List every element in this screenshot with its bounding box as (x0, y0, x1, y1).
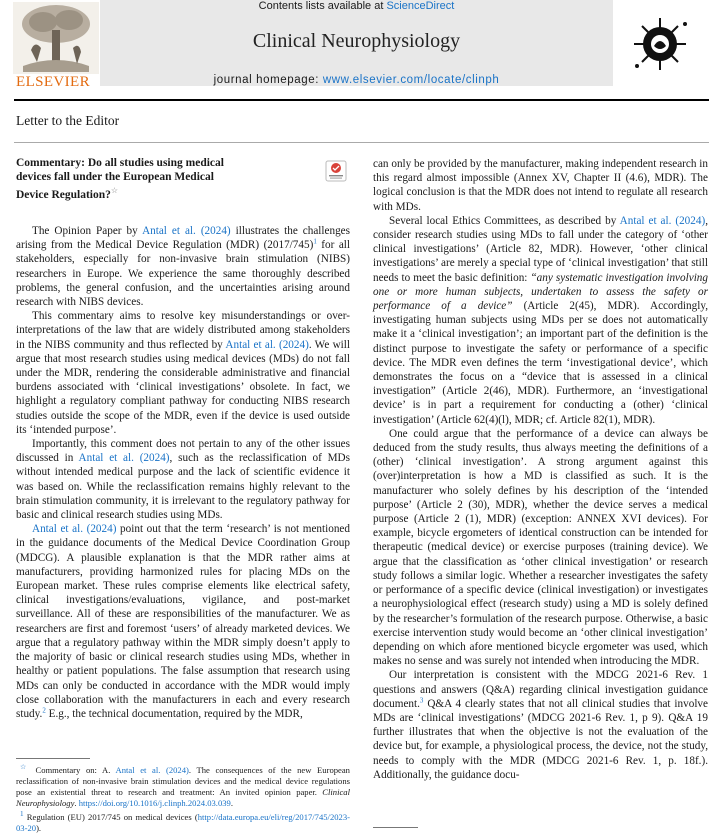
footnote-marker[interactable]: 1 (20, 809, 24, 818)
journal-title: Clinical Neurophysiology (252, 30, 461, 52)
text-run: The Opinion Paper by (32, 225, 143, 237)
body-paragraph (373, 214, 708, 427)
text-run: can only be provided by the manufacturer, making independent research in this regard almost impossible (Annex XV, Chapter II (4.6), MDR). The logical conclusion is that the MDR does not intend to regulate all research with MDs. (373, 158, 708, 213)
text-run: for all stakeholders, especially for non-invasive brain stimulation (NIBS) researchers in Europe. We experience the same thoroughly described problems, the general confusion, and the uncertainties arising around research with NIBS devices. (16, 239, 350, 309)
text-run: Importantly, this comment does not pertain to any of the other issues discussed in (16, 438, 350, 465)
footnote-marker[interactable]: 1 (313, 237, 317, 246)
check-for-updates-icon[interactable] (325, 160, 347, 182)
journal-cover-image (623, 4, 707, 86)
text-run: Regulation (EU) 2017/745 on medical devices ( (23, 811, 198, 822)
elsevier-tree-logo (13, 2, 99, 74)
right-column-body (373, 157, 708, 782)
reference-link[interactable]: http://data.europa.eu/eli/reg/2017/745/2023-03-20 (16, 811, 350, 833)
body-paragraph (16, 309, 350, 437)
reference-link[interactable]: Antal et al. (2024) (619, 214, 706, 227)
body-paragraph (16, 522, 350, 721)
footnote (16, 762, 350, 809)
journal-homepage-line (100, 73, 613, 87)
body-paragraph (373, 427, 708, 668)
elsevier-wordmark: ELSEVIER (16, 74, 91, 90)
text-run: E.g., the technical documentation, required by the MDR, (45, 707, 303, 720)
text-run: illustrates the challenges arising from the Medical Device Regulation (MDR) (2017/745) (16, 225, 350, 252)
text-run: This commentary aims to resolve key misunderstandings or over-interpretations of the law that are widely distributed among stakeholders in the NIBS community and thus reflected by (16, 310, 350, 351)
text-run: Several local Ethics Committees, as described by (389, 214, 620, 227)
text-run: , such as the reclassification of MDs without intended medical purpose and the lack of scientific evidence it was based on. While the reclassification remains highly relevant to the brain stimulation community, it is irrelevant to the regulatory pathway for basic and clinical research studies using MDs. (16, 452, 350, 522)
reference-link[interactable]: Antal et al. (2024) (142, 225, 231, 237)
body-paragraph (373, 668, 708, 782)
text-run: (Article 2(45), MDR). Accordingly, investigating human subjects using MDs per se does not automatically make it a ‘clinical investigation’; an important part of the definition is the distinct purpose to investigate the safety or performance of a specific device. The MDR even defines the term ‘investigational device’, which demonstrates the focus on a “device that is assessed in a clinical investigation” (Article 2(46), MDR). Furthermore, an ‘investigational device’ is in part a requirement for conducting a (other) ‘clinical investigation’ (Article 62(4)(l), MDR; cf. Article 82(1), MDR). (373, 300, 708, 426)
footnote-marker[interactable]: ☆ (20, 763, 30, 771)
body-paragraph (373, 157, 708, 214)
reference-link[interactable]: Antal et al. (2024) (225, 338, 309, 351)
text-run: , consider research studies using MDs to fall under the category of ‘other clinical investigations’ (Article 82, MDR). However, ‘other clinical investigations’ are merely a special type of ‘clinical investigation’ that still needs to meet the basic definition: (373, 214, 708, 284)
footnote (16, 809, 350, 834)
sciencedirect-link[interactable]: ScienceDirect (386, 0, 455, 12)
contents-line (100, 0, 613, 12)
article-title (16, 157, 236, 203)
left-column-body (16, 224, 350, 721)
emphasized-text: “any systematic investigation involving one or more human subjects, undertaken to assess the safety or performance of a device” (373, 271, 708, 313)
article-type-label: Letter to the Editor (16, 113, 120, 128)
emphasized-text: Clinical Neurophysiology (16, 786, 350, 808)
text-run: Commentary on: A. (29, 764, 116, 775)
text-run: One could argue that the performance of a device can always be deduced from the study results, thus always meeting the definitions of a (other) ‘clinical investigation’. A strong argument against this (over)interpretation is how a MD is classified as such. It is the manufacturer who solely defines by his description of the ‘intended purpose’ (Article 2 (30), MDR), whether the device serves a medical purpose (Article 2 (1), MDR) (exception: ANNEX XVI devices). For example, bicycle ergometers of identical construction can be intended for therapeutic (medical device) or exercise purposes (training device). We argue that the classification as ‘other clinical investigation’ or research study follows a similar logic. Whether a researcher investigates the safety or performance of a specific device (clinical investigation) or investigates a neurophysiological effect (research study) using a MD is solely defined by the researcher’s formulation of the research purpose. Otherwise, a basic exercise intervention study would become an ‘other clinical investigation’ depending on which afore mentioned bicycle ergometer was used, which makes no sense and was surely not intended when introducing the MDR. (373, 427, 708, 668)
footnote-rule (16, 758, 90, 759)
footnote-rule-right (373, 827, 418, 828)
contents-prefix: Contents lists available at (258, 0, 387, 12)
footnote-marker[interactable]: 2 (42, 706, 46, 715)
footnotes (16, 762, 350, 834)
reference-link[interactable]: Antal et al. (2024) (32, 523, 117, 536)
homepage-prefix: journal homepage: (213, 74, 323, 86)
text-run: point out that the term ‘research’ is not mentioned in the guidance documents of the Medical Device Coordination Group (MDCG). A plausible explanation is that the MDR rather aims at manufacturers, providing harmonized rules for placing MDs on the European market. These rules comprise elements like electrical safety, clinical investigations/evaluations, vigilance, and post-market surveillance. All of these are responsibilities of the manufacturer. We as researchers are first and foremost ‘users’ of already marketed devices. We argue that a regulatory pathway within the MDR simply doesn’t apply to the majority of basic or clinical research studies using MDs, whether in healthy or patient populations. The false assumption that research using MDs can only be conducted in accordance with the MDR would imply close collaboration with the manufacturers in each and every research study. (16, 523, 350, 720)
footnote-marker[interactable]: 3 (419, 695, 424, 704)
text-run: ). (36, 822, 42, 833)
text-run: Our interpretation is consistent with the MDCG 2021-6 Rev. 1 questions and answers (Q&A) regarding clinical investigation guidance document. (373, 669, 708, 710)
text-run: . (74, 797, 79, 808)
homepage-link[interactable]: www.elsevier.com/locate/clinph (322, 74, 500, 86)
text-run: . We will argue that most research studies using medical devices (MDs) do not fall under the MDR, rendering the considerable administrative and financial burdens associated with ‘clinical investigations’ obsolete. In fact, we highlight a regulatory compliant pathway for conducting NIBS research studies outside the scope of the MDR, even if the device is used outside its ‘intended purpose’. (16, 338, 350, 436)
reference-link[interactable]: Antal et al. (2024) (115, 764, 189, 775)
reference-link[interactable]: https://doi.org/10.1016/j.clinph.2024.03.039 (78, 797, 231, 808)
body-paragraph (16, 437, 350, 522)
header-rule (14, 99, 709, 101)
reference-link[interactable]: Antal et al. (2024) (78, 452, 170, 465)
article-title-text: Commentary: Do all studies using medical devices fall under the European Medical Device Regulation? (16, 157, 224, 202)
section-divider (14, 142, 709, 143)
text-run: . The consequences of the new European reclassification of non-invasive brain stimulation devices and the medical device regulations pose an existential threat to research and treatment: An invited opinion paper. (16, 764, 350, 797)
body-paragraph (16, 224, 350, 309)
text-run: . (230, 797, 234, 808)
text-run: Q&A 4 clearly states that not all clinical studies that involve MDs are ‘clinical investigations’ (MDCG 2021-6 Rev. 1, p 9). Q&A 19 further illustrates that when the objective is not the evaluation of the device but, for example, a physiological process, the device, not the study, needs to comply with the MDR (MDCG 2021-6 Rev. 1, p. 18f.). Additionally, the guidance docu- (373, 697, 708, 781)
title-footnote-mark[interactable]: ☆ (110, 186, 119, 196)
